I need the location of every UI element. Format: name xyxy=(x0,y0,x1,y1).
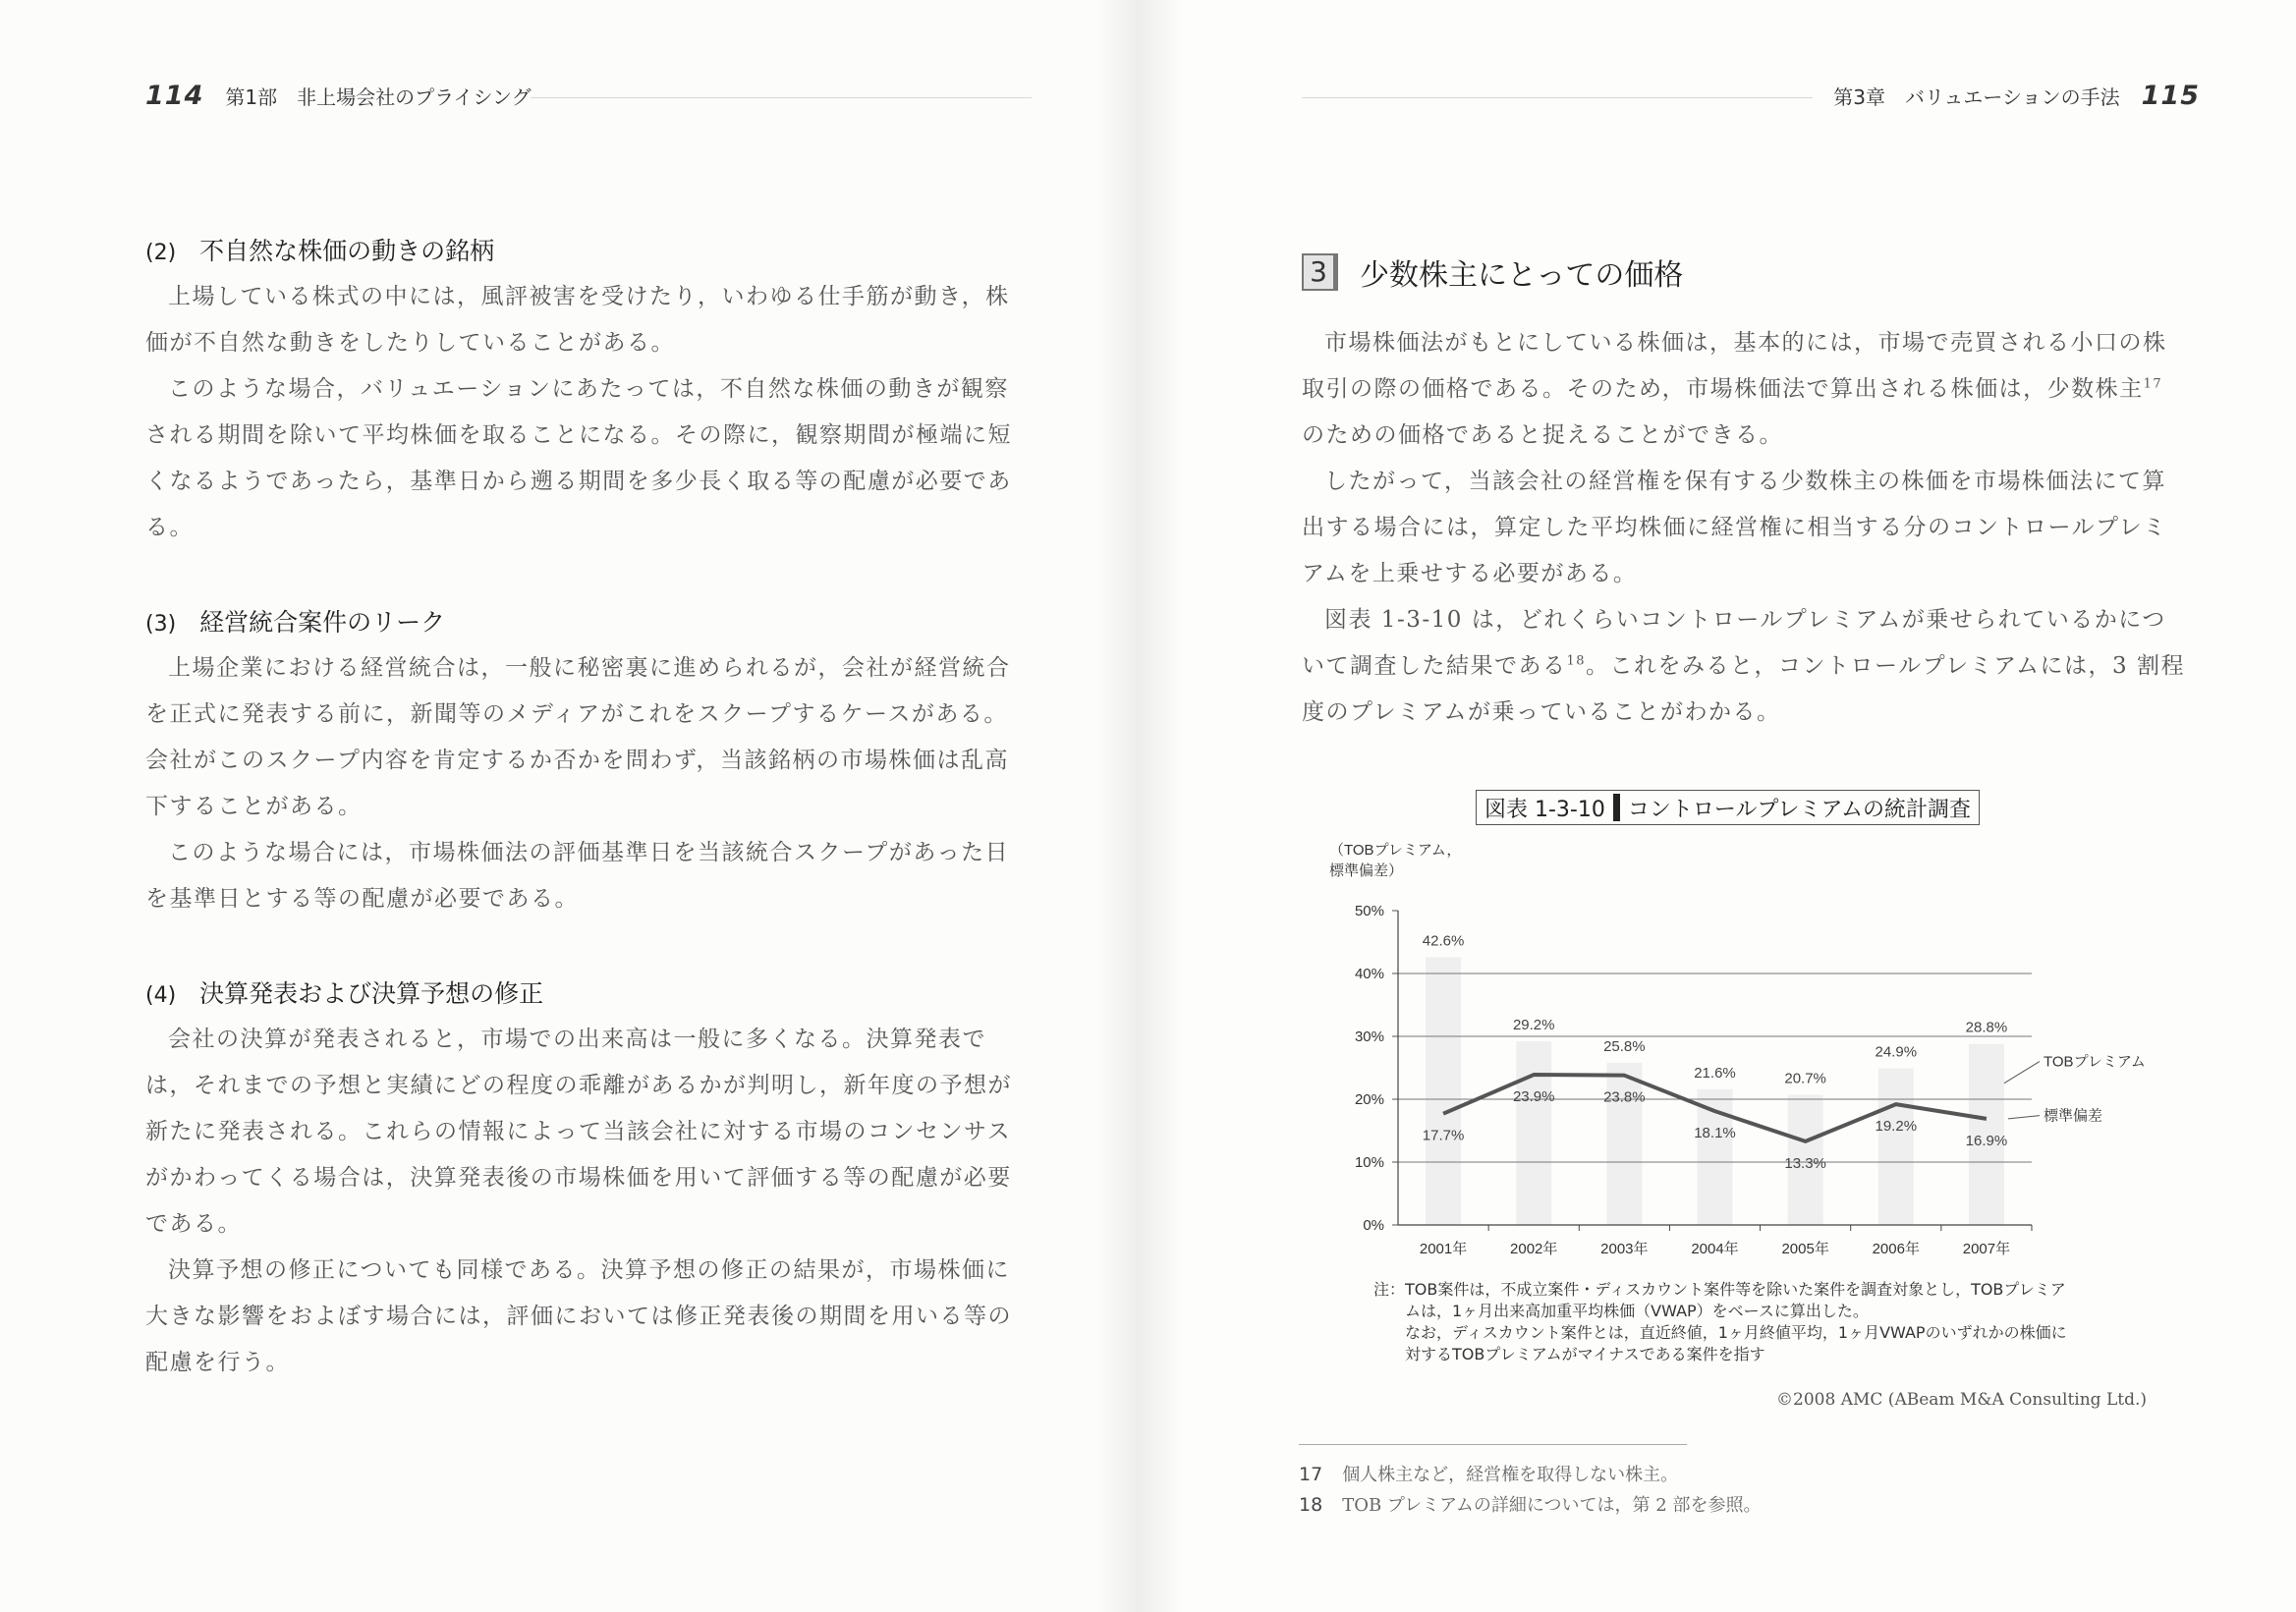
book-gutter xyxy=(1095,0,1184,1612)
left-header-text: 第1部 非上場会社のプライシング xyxy=(225,85,532,109)
bar-data-label: 25.8% xyxy=(1603,1037,1646,1055)
right-page-number: 115 xyxy=(2141,81,2200,111)
y-axis-label: 標準偏差） xyxy=(1329,862,1404,879)
note-line: なお，ディスカウント案件とは，直近終値，1ヶ月終値平均，1ヶ月VWAPのいずれかの株価に xyxy=(1405,1323,2067,1342)
copyright: ©2008 AMC (ABeam M&A Consulting Ltd.) xyxy=(1776,1390,2147,1410)
paragraph: したがって，当該会社の経営権を保有する少数株主の株価を市場株価法にて算出する場合には，算定した平均株価に経営権に相当する分のコントロールプレミアムを上乗せする必要がある。 xyxy=(1302,469,2167,586)
figure-title xyxy=(1476,790,1980,825)
bar-data-label: 29.2% xyxy=(1512,1017,1555,1034)
bar xyxy=(1606,1063,1642,1225)
control-premium-chart xyxy=(1321,837,2166,1274)
left-running-header xyxy=(145,81,532,111)
line-data-label: 16.9% xyxy=(1965,1132,2008,1149)
figure-title-separator xyxy=(1613,794,1620,821)
note-line: 注：TOB案件は，不成立案件・ディスカウント案件等を除いた案件を調査対象とし，TOBプレミア xyxy=(1373,1280,2066,1299)
line-data-label: 17.7% xyxy=(1422,1127,1465,1144)
x-tick-label: 2005年 xyxy=(1781,1241,1829,1257)
note-line: ムは，1ヶ月出来高加重平均株価（VWAP）をベースに算出した。 xyxy=(1405,1302,1869,1320)
figure-note xyxy=(1373,1279,2179,1365)
y-tick-label: 10% xyxy=(1354,1154,1384,1171)
section-title xyxy=(1302,250,1683,294)
bar xyxy=(1516,1041,1551,1225)
y-tick-label: 30% xyxy=(1354,1028,1384,1045)
bar-data-label: 24.9% xyxy=(1875,1043,1918,1061)
paragraph: 図表 1-3-10 は，どれくらいコントロールプレミアムが乗せられているかについて調査した結果である$^{18}$。これをみると，コントロールプレミアムには，3 割程度のプレミアムが乗っていることがわかる。 xyxy=(1302,607,2186,725)
y-axis-label: （TOBプレミアム， xyxy=(1329,842,1462,859)
section-number-box: 3 xyxy=(1302,253,1338,291)
note-line: 対するTOBプレミアムがマイナスである案件を指す xyxy=(1405,1345,1765,1363)
bar-data-label: 42.6% xyxy=(1422,932,1465,950)
x-tick-label: 2003年 xyxy=(1600,1241,1649,1257)
bar xyxy=(1878,1069,1914,1225)
bar-data-label: 20.7% xyxy=(1784,1070,1826,1087)
paragraph: 上場している株式の中には，風評被害を受けたり，いわゆる仕手筋が動き，株価が不自然な動きをしたりしていることがある。 xyxy=(145,284,1010,356)
y-tick-label: 40% xyxy=(1354,966,1384,982)
y-tick-label: 20% xyxy=(1354,1091,1384,1108)
right-header-rule xyxy=(1302,97,1813,98)
footnote-ref-17: 17 xyxy=(2143,376,2163,392)
x-tick-label: 2006年 xyxy=(1872,1241,1920,1257)
section-title-text: 少数株主にとっての価格 xyxy=(1360,258,1684,293)
legend-leader-line xyxy=(2004,1062,2040,1084)
bar xyxy=(1426,957,1461,1225)
y-tick-label: 50% xyxy=(1354,903,1384,919)
x-tick-label: 2004年 xyxy=(1691,1241,1739,1257)
x-tick-label: 2002年 xyxy=(1510,1241,1558,1257)
footnote-rule xyxy=(1299,1444,1687,1445)
line-data-label: 13.3% xyxy=(1784,1154,1826,1172)
figure-title-text: コントロールプレミアムの統計調査 xyxy=(1627,797,1972,822)
footnote-ref-18: 18 xyxy=(1566,653,1587,669)
line-data-label: 23.9% xyxy=(1512,1088,1555,1106)
paragraph: 会社の決算が発表されると，市場での出来高は一般に多くなる。決算発表では，それまでの予想と実績にどの程度の乖離があるかが判明し，新年度の予想が新たに発表される。これらの情報によって当該会社に対する市場のコンセンサスがかわってくる場合は，決算発表後の市場株価を用いて評価する等の配慮が必要である。 xyxy=(145,1027,1012,1237)
line-data-label: 19.2% xyxy=(1875,1118,1918,1136)
bar-data-label: 28.8% xyxy=(1965,1019,2008,1036)
paragraph: このような場合，バリュエーションにあたっては，不自然な株価の動きが観察される期間を除いて平均株価を取ることになる。その際に，観察期間が極端に短くなるようであったら，基準日から遡る期間を多少長く取る等の配慮が必要である。 xyxy=(145,376,1012,540)
figure-label: 図表 1-3-10 xyxy=(1484,797,1605,822)
paragraph: 市場株価法がもとにしている株価は，基本的には，市場で売買される小口の株取引の際の価格である。そのため，市場株価法で算出される株価は，少数株主$^{17}$のための価格であると捉えることができる。 xyxy=(1302,330,2167,448)
right-running-header xyxy=(1833,81,2200,111)
paragraph: 決算予想の修正についても同様である。決算予想の修正の結果が，市場株価に大きな影響をおよぼす場合には，評価においては修正発表後の期間を用いる等の配慮を行う。 xyxy=(145,1257,1012,1375)
footnote-17: 17 個人株主など，経営権を取得しない株主。 xyxy=(1299,1464,1679,1485)
section-heading-2: (2) 不自然な株価の動きの銘柄 xyxy=(145,237,495,265)
legend-leader-line xyxy=(2008,1116,2040,1119)
footnote-18: 18 TOB プレミアムの詳細については，第 2 部を参照。 xyxy=(1299,1494,1762,1516)
legend-label: TOBプレミアム xyxy=(2044,1053,2146,1071)
left-page-number: 114 xyxy=(145,81,204,111)
left-header-rule xyxy=(531,97,1032,98)
line-data-label: 18.1% xyxy=(1694,1125,1736,1142)
y-tick-label: 0% xyxy=(1363,1217,1384,1234)
section-heading-4: (4) 決算発表および決算予想の修正 xyxy=(145,979,544,1008)
section-heading-3: (3) 経営統合案件のリーク xyxy=(145,608,446,637)
line-data-label: 23.8% xyxy=(1603,1088,1646,1106)
paragraph: このような場合には，市場株価法の評価基準日を当該統合スクープがあった日を基準日とする等の配慮が必要である。 xyxy=(145,840,1010,912)
right-header-text: 第3章 バリュエーションの手法 xyxy=(1833,85,2120,109)
paragraph: 上場企業における経営統合は，一般に秘密裏に進められるが，会社が経営統合を正式に発表する前に，新聞等のメディアがこれをスクープするケースがある。会社がこのスクープ内容を肯定するか否かを問わず，当該銘柄の市場株価は乱高下することがある。 xyxy=(145,655,1011,819)
x-tick-label: 2007年 xyxy=(1962,1241,2011,1257)
legend-label: 標準偏差 xyxy=(2044,1107,2103,1125)
x-tick-label: 2001年 xyxy=(1419,1241,1468,1257)
bar-data-label: 21.6% xyxy=(1694,1064,1736,1082)
